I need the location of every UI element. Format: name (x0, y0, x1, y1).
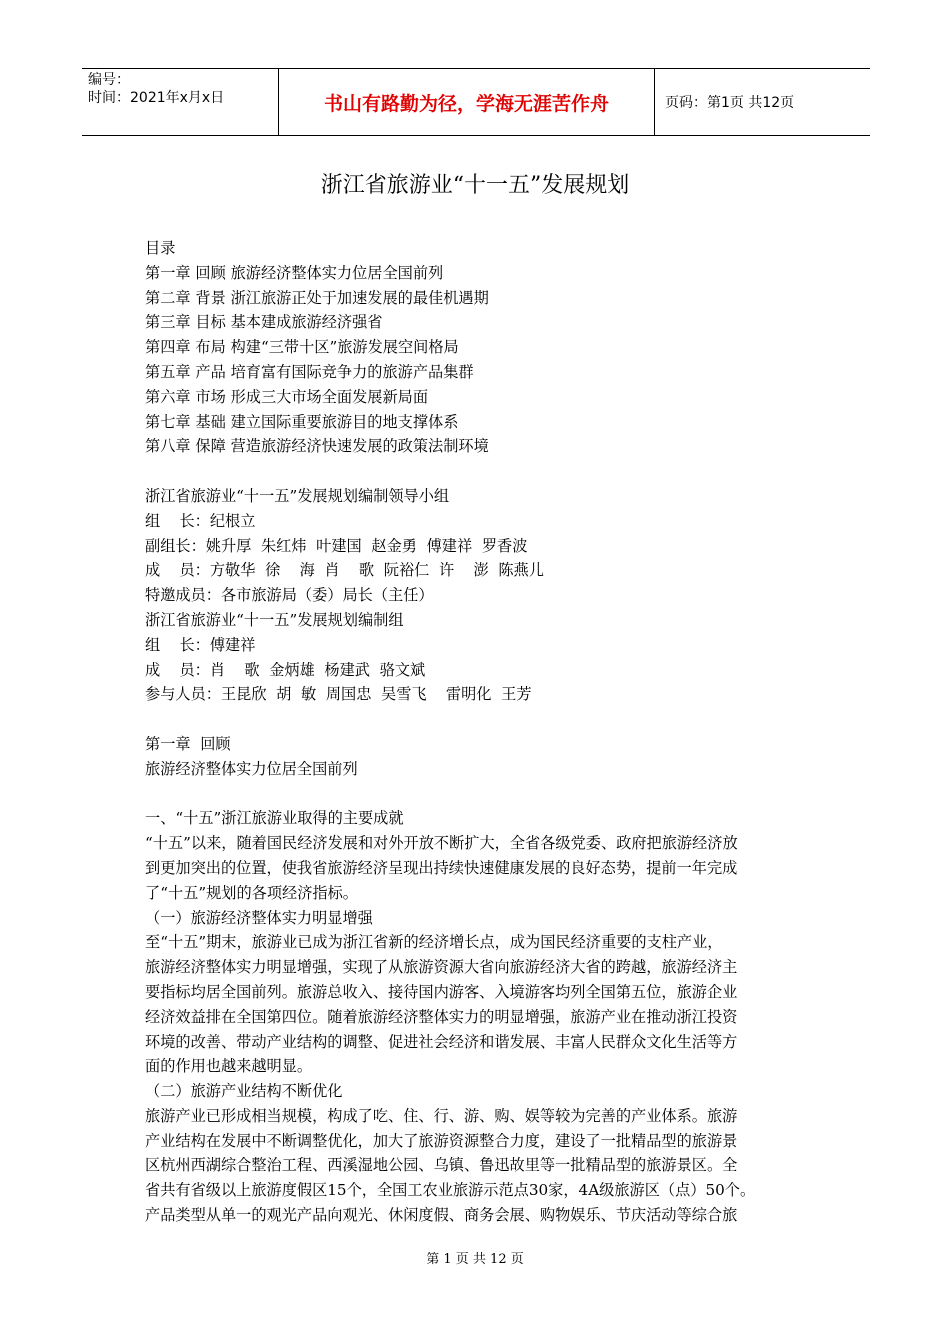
body-line: 经济效益排在全国第四位。随着旅游经济整体实力的明显增强，旅游产业在推动浙江投资 (145, 1007, 738, 1026)
body-line: 旅游经济整体实力明显增强，实现了从旅游资源大省向旅游经济大省的跨越，旅游经济主 (145, 958, 738, 977)
committee-line: 参与人员：王昆欣 胡 敏 周国忠 吴雪飞 雷明化 王芳 (145, 685, 532, 704)
body-line: 产业结构在发展中不断调整优化，加大了旅游资源整合力度，建设了一批精品型的旅游景 (145, 1131, 738, 1150)
document-title: 浙江省旅游业“十一五”发展规划 (320, 173, 630, 198)
toc-item: 第二章 背景 浙江旅游正处于加速发展的最佳机遇期 (145, 288, 489, 307)
committee-line: 浙江省旅游业“十一五”发展规划编制组 (145, 610, 404, 629)
committee-line: 成 员：肖 歌 金炳雄 杨建武 骆文斌 (145, 660, 426, 679)
section-heading: 一、“十五”浙江旅游业取得的主要成就 (145, 809, 404, 828)
subsection-heading: （一）旅游经济整体实力明显增强 (145, 908, 373, 927)
body-line: 至“十五”期末，旅游业已成为浙江省新的经济增长点，成为国民经济重要的支柱产业， (145, 933, 723, 952)
committee-line: 副组长：姚升厚 朱红炜 叶建国 赵金勇 傅建祥 罗香波 (145, 536, 528, 555)
toc-item: 第六章 市场 形成三大市场全面发展新局面 (145, 387, 429, 406)
chapter-subheading: 旅游经济整体实力位居全国前列 (145, 759, 358, 778)
document-body (145, 236, 805, 1228)
body-line: 环境的改善、带动产业结构的调整、促进社会经济和谐发展、丰富人民群众文化生活等方 (145, 1032, 738, 1051)
header-meta (82, 69, 279, 135)
header-motto: 书山有路勤为径，学海无涯苦作舟 (279, 69, 655, 135)
body-line: 旅游产业已形成相当规模，构成了吃、住、行、游、购、娱等较为完善的产业体系。旅游 (145, 1106, 738, 1125)
toc-item: 第三章 目标 基本建成旅游经济强省 (145, 313, 383, 332)
body-line: 区杭州西湖综合整治工程、西溪湿地公园、乌镇、鲁迅故里等一批精品型的旅游景区。全 (145, 1156, 738, 1175)
toc-item: 第五章 产品 培育富有国际竞争力的旅游产品集群 (145, 362, 474, 381)
number-label: 编号： (88, 72, 130, 88)
toc-item: 第八章 保障 营造旅游经济快速发展的政策法制环境 (145, 437, 489, 456)
page-footer: 第 1 页 共 12 页 (426, 1252, 524, 1267)
chapter-heading: 第一章 回顾 (145, 734, 231, 753)
body-line: 产品类型从单一的观光产品向观光、休闲度假、商务会展、购物娱乐、节庆活动等综合旅 (145, 1206, 738, 1225)
subsection-heading: （二）旅游产业结构不断优化 (145, 1082, 343, 1101)
body-line: 到更加突出的位置，使我省旅游经济呈现出持续快速健康发展的良好态势，提前一年完成 (145, 858, 738, 877)
toc-item: 第七章 基础 建立国际重要旅游目的地支撑体系 (145, 412, 459, 431)
body-line: 要指标均居全国前列。旅游总收入、接待国内游客、入境游客均列全国第五位，旅游企业 (145, 982, 738, 1001)
body-line: 了“十五”规划的各项经济指标。 (145, 883, 358, 902)
committee-line: 组 长：傅建祥 (145, 635, 256, 654)
committee-line: 组 长：纪根立 (145, 511, 256, 530)
toc-item: 第四章 布局 构建“三带十区”旅游发展空间格局 (145, 338, 459, 357)
time-label: 时间：2021年x月x日 (88, 90, 225, 106)
header-page-info: 页码：第1页 共12页 (665, 95, 795, 111)
toc-heading: 目录 (145, 239, 176, 257)
committee-line: 成 员：方敬华 徐 海 肖 歌 阮裕仁 许 澎 陈燕儿 (145, 561, 544, 580)
body-line: 省共有省级以上旅游度假区15个，全国工农业旅游示范点30家，4A级旅游区（点）50个。 (145, 1181, 756, 1200)
toc-item: 第一章 回顾 旅游经济整体实力位居全国前列 (145, 263, 444, 282)
body-line: “十五”以来，随着国民经济发展和对外开放不断扩大，全省各级党委、政府把旅游经济放 (145, 834, 738, 853)
page-header (82, 68, 870, 136)
committee-line: 特邀成员：各市旅游局（委）局长（主任） (145, 586, 434, 605)
body-line: 面的作用也越来越明显。 (145, 1057, 313, 1076)
committee-line: 浙江省旅游业“十一五”发展规划编制领导小组 (145, 486, 450, 505)
